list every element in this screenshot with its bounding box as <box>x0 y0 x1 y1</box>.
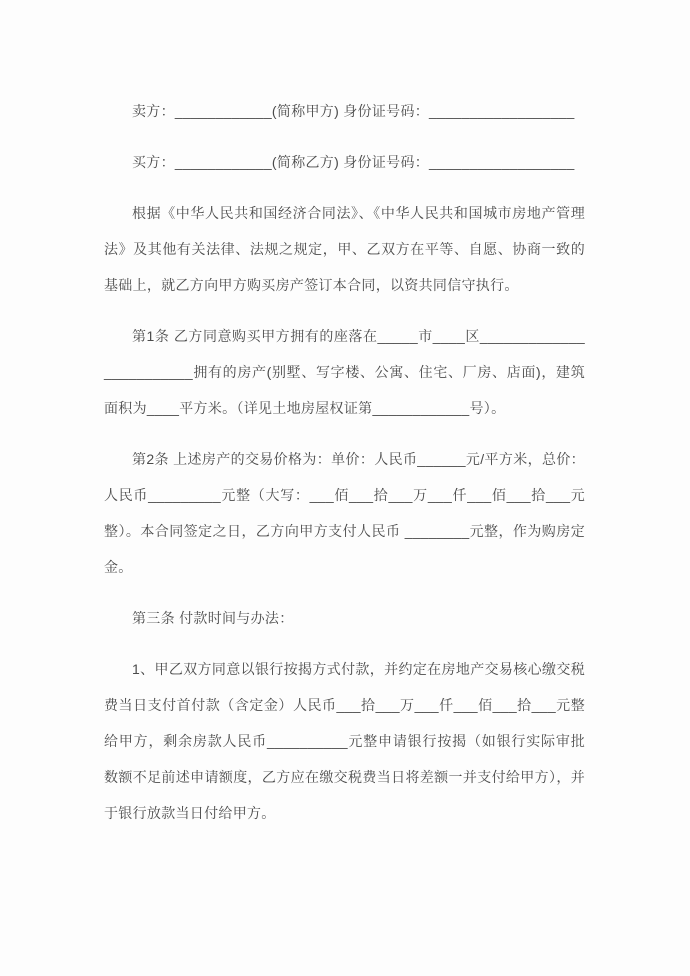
seller-identity-line: 卖方：____________(简称甲方) 身份证号码：__________________ <box>132 103 575 119</box>
clause-2-paragraph: 第2条 上述房产的交易价格为：单价：人民币______元/平方米，总价：人民币_________元整（大写：___佰___拾___万___仟___佰___拾___元整）。本合同签定之日，乙方向甲方支付人民币 ________元整，作为购房定金。 <box>104 451 585 575</box>
clause-3-item-1-paragraph: 1、甲乙双方同意以银行按揭方式付款，并约定在房地产交易核心缴交税费当日支付首付款（含定金）人民币___拾___万___仟___佰___拾___元整给甲方，剩余房款人民币__________元整申请银行按揭（如银行实际审批数额不足前述申请额度，乙方应在缴交税费当日将差额一并支付给甲方），并于银行放款当日付给甲方。 <box>104 661 585 821</box>
preamble-paragraph: 根据《中华人民共和国经济合同法》、《中华人民共和国城市房地产管理法》及其他有关法律、法规之规定，甲、乙双方在平等、自愿、协商一致的基础上，就乙方向甲方购买房产签订本合同，以资共同信守执行。 <box>104 205 585 293</box>
buyer-identity-line: 买方：____________(简称乙方) 身份证号码：__________________ <box>132 154 575 170</box>
clause-3-heading: 第三条 付款时间与办法： <box>132 610 294 626</box>
clause-1-paragraph: 第1条 乙方同意购买甲方拥有的座落在_____市____区________________________拥有的房产(别墅、写字楼、公寓、住宅、厂房、店面)，建筑面积为____平方米。（详见土地房屋权证第____________号）。 <box>104 328 585 416</box>
